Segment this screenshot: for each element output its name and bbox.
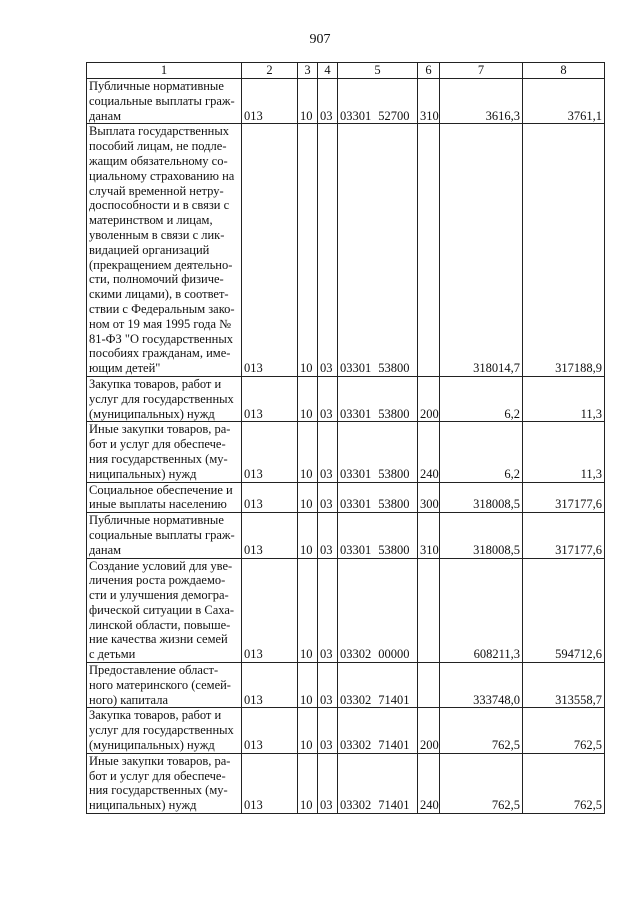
subsection-code-cell: 03 <box>318 79 338 124</box>
name-line: Иные закупки товаров, ра- <box>89 753 231 768</box>
target-article-part1: 03302 <box>340 647 372 662</box>
amount-year1-cell: 6,2 <box>440 422 523 482</box>
name-line: социальные выплаты граж- <box>89 93 235 108</box>
amount-year2-cell: 313558,7 <box>523 663 605 708</box>
subsection-code-cell: 03 <box>318 376 338 421</box>
name-line: Публичные нормативные <box>89 79 224 93</box>
name-line: данам <box>89 542 122 557</box>
name-line: видацией организаций <box>89 242 210 257</box>
target-article-cell <box>338 753 418 813</box>
name-line: жащим обязательному со- <box>89 153 228 168</box>
section-code-cell: 10 <box>298 124 318 377</box>
row-name-cell <box>87 558 242 663</box>
subsection-code-cell: 03 <box>318 753 338 813</box>
target-article-cell <box>338 376 418 421</box>
name-line: услуг для государственных <box>89 723 234 738</box>
ministry-code-cell: 013 <box>242 513 298 558</box>
ministry-code-cell: 013 <box>242 663 298 708</box>
name-line: (муниципальных) нужд <box>89 406 215 421</box>
name-line: ниципальных) нужд <box>89 466 197 481</box>
target-article-part1: 03301 <box>340 406 372 421</box>
target-article-cell <box>338 422 418 482</box>
row-name-cell <box>87 708 242 753</box>
table-row <box>87 708 605 753</box>
target-article-part2: 53800 <box>378 542 410 557</box>
amount-year2-cell: 11,3 <box>523 376 605 421</box>
header-cell: 1 <box>87 63 242 79</box>
amount-year2-cell: 3761,1 <box>523 79 605 124</box>
table-row <box>87 753 605 813</box>
target-article-cell <box>338 482 418 513</box>
table-row <box>87 482 605 513</box>
table-row <box>87 513 605 558</box>
target-article-part2: 53800 <box>378 497 410 512</box>
name-line: сти, полномочий физиче- <box>89 272 224 287</box>
target-article-part2: 52700 <box>378 108 410 123</box>
amount-year1-cell: 333748,0 <box>440 663 523 708</box>
row-name-cell <box>87 513 242 558</box>
name-line: личения роста рождаемо- <box>89 573 226 588</box>
expense-type-cell <box>418 663 440 708</box>
ministry-code-cell: 013 <box>242 708 298 753</box>
ministry-code-cell: 013 <box>242 422 298 482</box>
table-row <box>87 558 605 663</box>
name-line: сти и улучшения демогра- <box>89 588 229 603</box>
target-article-part1: 03301 <box>340 542 372 557</box>
header-cell: 5 <box>338 63 418 79</box>
name-line: данам <box>89 108 122 123</box>
expense-type-cell: 310 <box>418 79 440 124</box>
target-article-part1: 03302 <box>340 738 372 753</box>
name-line: бот и услуг для обеспече- <box>89 437 226 452</box>
row-name-cell <box>87 753 242 813</box>
subsection-code-cell: 03 <box>318 422 338 482</box>
expense-type-cell: 300 <box>418 482 440 513</box>
name-line: Предоставление област- <box>89 663 219 678</box>
amount-year1-cell: 608211,3 <box>440 558 523 663</box>
table-row <box>87 422 605 482</box>
target-article-part2: 53800 <box>378 361 410 376</box>
name-line: Закупка товаров, работ и <box>89 708 222 723</box>
name-line: циальному страхованию на <box>89 168 235 183</box>
target-article-cell <box>338 708 418 753</box>
target-article-cell <box>338 558 418 663</box>
header-cell: 7 <box>440 63 523 79</box>
name-line: доспособности и в связи с <box>89 198 230 213</box>
section-code-cell: 10 <box>298 558 318 663</box>
amount-year1-cell: 318008,5 <box>440 482 523 513</box>
name-line: (прекращением деятельно- <box>89 257 233 272</box>
name-line: ного материнского (семей- <box>89 677 231 692</box>
target-article-part1: 03301 <box>340 497 372 512</box>
header-row <box>87 63 605 79</box>
target-article-part2: 71401 <box>378 798 410 813</box>
name-line: пособий лицам, не подле- <box>89 139 227 154</box>
header-cell: 6 <box>418 63 440 79</box>
row-name-cell <box>87 376 242 421</box>
expense-type-cell: 240 <box>418 753 440 813</box>
target-article-part2: 71401 <box>378 738 410 753</box>
name-line: ющим детей" <box>89 361 161 376</box>
section-code-cell: 10 <box>298 708 318 753</box>
table-row <box>87 376 605 421</box>
row-name-cell <box>87 422 242 482</box>
table-row <box>87 124 605 377</box>
expense-type-cell: 240 <box>418 422 440 482</box>
target-article-cell <box>338 663 418 708</box>
ministry-code-cell: 013 <box>242 482 298 513</box>
name-line: социальные выплаты граж- <box>89 527 235 542</box>
amount-year2-cell: 317177,6 <box>523 513 605 558</box>
header-cell: 2 <box>242 63 298 79</box>
row-name-cell <box>87 663 242 708</box>
table-row <box>87 79 605 124</box>
expense-type-cell: 310 <box>418 513 440 558</box>
section-code-cell: 10 <box>298 663 318 708</box>
name-line: бот и услуг для обеспече- <box>89 768 226 783</box>
name-line: ного) капитала <box>89 692 168 707</box>
name-line: 81-ФЗ "О государственных <box>89 331 233 346</box>
target-article-part2: 53800 <box>378 466 410 481</box>
ministry-code-cell: 013 <box>242 753 298 813</box>
amount-year1-cell: 3616,3 <box>440 79 523 124</box>
amount-year2-cell: 317188,9 <box>523 124 605 377</box>
name-line: Социальное обеспечение и <box>89 482 233 497</box>
target-article-part1: 03301 <box>340 466 372 481</box>
target-article-part1: 03302 <box>340 692 372 707</box>
section-code-cell: 10 <box>298 422 318 482</box>
name-line: фической ситуации в Саха- <box>89 602 235 617</box>
name-line: иные выплаты населению <box>89 497 227 512</box>
name-line: материнством и лицам, <box>89 213 213 228</box>
name-line: ние качества жизни семей <box>89 632 228 647</box>
ministry-code-cell: 013 <box>242 376 298 421</box>
target-article-part1: 03301 <box>340 361 372 376</box>
amount-year1-cell: 318008,5 <box>440 513 523 558</box>
header-cell: 3 <box>298 63 318 79</box>
amount-year1-cell: 318014,7 <box>440 124 523 377</box>
amount-year2-cell: 762,5 <box>523 753 605 813</box>
target-article-part1: 03302 <box>340 798 372 813</box>
target-article-part2: 53800 <box>378 406 410 421</box>
section-code-cell: 10 <box>298 513 318 558</box>
header-cell: 4 <box>318 63 338 79</box>
name-line: ном от 19 мая 1995 года № <box>89 316 232 331</box>
name-line: ния государственных (му- <box>89 783 228 798</box>
name-line: линской области, повыше- <box>89 617 231 632</box>
page-number: 907 <box>309 32 331 47</box>
header-cell: 8 <box>523 63 605 79</box>
amount-year1-cell: 762,5 <box>440 708 523 753</box>
section-code-cell: 10 <box>298 79 318 124</box>
target-article-cell <box>338 79 418 124</box>
ministry-code-cell: 013 <box>242 79 298 124</box>
name-line: услуг для государственных <box>89 391 234 406</box>
target-article-part2: 71401 <box>378 692 410 707</box>
expense-type-cell: 200 <box>418 708 440 753</box>
subsection-code-cell: 03 <box>318 513 338 558</box>
table-row <box>87 663 605 708</box>
section-code-cell: 10 <box>298 376 318 421</box>
name-line: уволенным в связи с лик- <box>89 227 225 242</box>
name-line: с детьми <box>89 647 136 662</box>
section-code-cell: 10 <box>298 753 318 813</box>
amount-year1-cell: 6,2 <box>440 376 523 421</box>
name-line: Иные закупки товаров, ра- <box>89 422 231 437</box>
subsection-code-cell: 03 <box>318 124 338 377</box>
name-line: Выплата государственных <box>89 124 229 139</box>
row-name-cell <box>87 124 242 377</box>
ministry-code-cell: 013 <box>242 124 298 377</box>
expense-type-cell <box>418 558 440 663</box>
name-line: пособиях гражданам, име- <box>89 346 231 361</box>
section-code-cell: 10 <box>298 482 318 513</box>
amount-year2-cell: 594712,6 <box>523 558 605 663</box>
target-article-cell <box>338 513 418 558</box>
expense-type-cell <box>418 124 440 377</box>
row-name-cell <box>87 482 242 513</box>
ministry-code-cell: 013 <box>242 558 298 663</box>
amount-year2-cell: 317177,6 <box>523 482 605 513</box>
subsection-code-cell: 03 <box>318 558 338 663</box>
name-line: случай временной нетру- <box>89 183 224 198</box>
amount-year1-cell: 762,5 <box>440 753 523 813</box>
subsection-code-cell: 03 <box>318 663 338 708</box>
target-article-cell <box>338 124 418 377</box>
target-article-part2: 00000 <box>378 647 410 662</box>
subsection-code-cell: 03 <box>318 482 338 513</box>
row-name-cell <box>87 79 242 124</box>
amount-year2-cell: 762,5 <box>523 708 605 753</box>
expense-type-cell: 200 <box>418 376 440 421</box>
name-line: Публичные нормативные <box>89 513 224 528</box>
name-line: Закупка товаров, работ и <box>89 376 222 391</box>
amount-year2-cell: 11,3 <box>523 422 605 482</box>
target-article-part1: 03301 <box>340 108 372 123</box>
budget-table <box>86 62 605 814</box>
name-line: Создание условий для уве- <box>89 558 233 573</box>
name-line: ствии с Федеральным зако- <box>89 301 235 316</box>
name-line: скими лицами), в соответ- <box>89 287 229 302</box>
name-line: ниципальных) нужд <box>89 798 197 813</box>
name-line: ния государственных (му- <box>89 451 228 466</box>
name-line: (муниципальных) нужд <box>89 738 215 753</box>
subsection-code-cell: 03 <box>318 708 338 753</box>
